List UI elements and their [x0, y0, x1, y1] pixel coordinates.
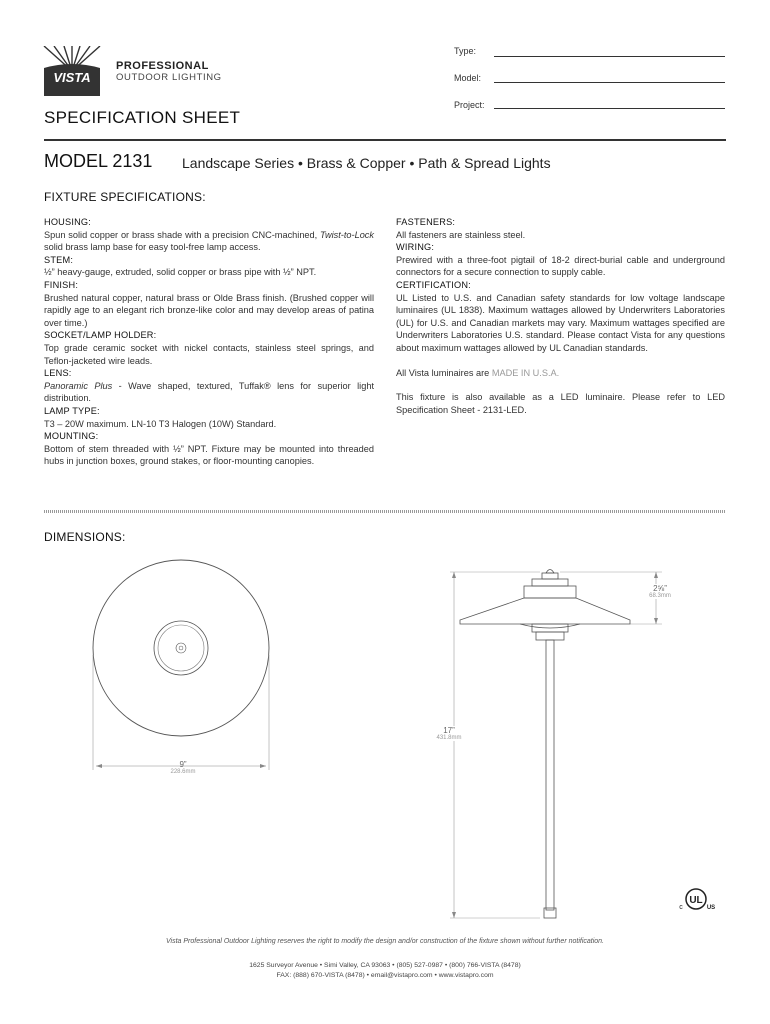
stem-heading: STEM:	[44, 254, 74, 265]
lens-heading: LENS:	[44, 368, 72, 379]
height-mm: 431.8mm	[436, 735, 462, 741]
wiring-text: Prewired with a three-foot pigtail of 18-2 direct-burial cable and underground connectors for a secure connection to supply cable.	[396, 254, 725, 278]
model-field[interactable]	[494, 82, 725, 83]
shade-height-label	[630, 584, 690, 599]
model-subtitle: Landscape Series • Brass & Copper • Path & Spread Lights	[182, 155, 551, 171]
left-spec-column	[44, 216, 374, 468]
brand-line1: PROFESSIONAL	[116, 60, 209, 72]
ul-listed-icon	[676, 885, 716, 913]
made-in-usa	[396, 367, 725, 380]
disclaimer: Vista Professional Outdoor Lighting reserves the right to modify the design and/or construction of the fixture shown without further notification.	[166, 938, 604, 945]
cap-outer	[176, 643, 186, 653]
certification-heading: CERTIFICATION:	[396, 279, 471, 290]
lamp-text: T3 – 20W maximum. LN-10 T3 Halogen (10W) Standard.	[44, 418, 277, 429]
top-view-drawing	[88, 555, 278, 770]
housing-text	[44, 229, 374, 254]
right-spec-column	[396, 216, 725, 416]
height-inches: 17”	[443, 726, 455, 735]
socket-text: Top grade ceramic socket with nickel contacts, stainless steel springs, and Teflon-jacketed wire leads.	[44, 342, 374, 366]
housing-line2: solid brass lamp base for easy tool-free lamp access.	[44, 242, 261, 253]
made-prefix: All Vista luminaires are	[396, 367, 492, 378]
logo-wordmark: VISTA	[53, 70, 91, 85]
lamp-heading: LAMP TYPE:	[44, 405, 100, 416]
ul-mark-text: UL	[689, 895, 703, 906]
width-inches: 9”	[179, 760, 187, 769]
model-name: MODEL 2131	[44, 151, 153, 171]
project-label: Project:	[454, 100, 485, 110]
footer-contact: FAX: (888) 670-VISTA (8478) • email@vistapro.com • www.vistapro.com	[276, 972, 494, 979]
fixture-specs-title: FIXTURE SPECIFICATIONS:	[44, 190, 206, 204]
shade-outline	[93, 560, 269, 736]
housing-italic: Twist-to-Lock	[320, 229, 374, 240]
fixture-silhouette	[460, 570, 630, 919]
footer-address: 1625 Surveyor Avenue • Simi Valley, CA 93063 • (805) 527-0987 • (800) 766-VISTA (8478)	[249, 962, 521, 969]
shade-inches: 2⅝”	[653, 584, 667, 593]
housing-heading: HOUSING:	[44, 217, 92, 227]
dimensions-title: DIMENSIONS:	[44, 530, 126, 544]
ul-mark-c: c	[679, 904, 683, 911]
project-field[interactable]	[494, 108, 725, 109]
wiring-heading: WIRING:	[396, 242, 435, 253]
stem-text: ½” heavy-gauge, extruded, solid copper or brass pipe with ½” NPT.	[44, 267, 317, 278]
finish-text: Brushed natural copper, natural brass or Olde Brass finish. (Brushed copper will rapidly age to an elegant rich bronze-like color and may develop areas of patina over time.)	[44, 292, 374, 328]
width-mm: 228.6mm	[170, 769, 196, 775]
ul-mark-us: US	[706, 905, 716, 911]
section-divider	[44, 510, 726, 513]
side-view-drawing	[440, 562, 680, 922]
fasteners-text: All fasteners are stainless steel.	[396, 229, 526, 240]
title-rule	[44, 139, 726, 141]
type-label: Type:	[454, 46, 477, 56]
width-dimension-label	[148, 760, 218, 775]
lens-text	[44, 380, 374, 405]
page-title: SPECIFICATION SHEET	[44, 108, 241, 127]
shade-mm: 68.3mm	[649, 593, 671, 599]
base-outer-ring	[154, 621, 208, 675]
mounting-heading: MOUNTING:	[44, 431, 99, 442]
certification-text: UL Listed to U.S. and Canadian safety standards for low voltage landscape luminaires (UL 1838). Maximum wattages allowed by Underwriters Laboratories (UL) for U.S. and Canadian markets may vary. Maximum wattages specified are Underwriters Laboratories U.S. standard. Please contact Vista for any questions about maximum wattages allowed by UL Canadian standards.	[396, 292, 725, 353]
lens-italic: Panoramic Plus	[44, 380, 113, 391]
made-in-usa-mark: MADE IN U.S.A.	[491, 367, 560, 378]
mounting-text: Bottom of stem threaded with ½” NPT. Fixture may be mounted into threaded hubs in junction boxes, ground stakes, or floor-mounting canopies.	[44, 443, 374, 467]
model-label: Model:	[454, 73, 482, 83]
base-inner-ring	[158, 625, 204, 671]
lens-desc: - Wave shaped, textured, Tuffak® lens for superior light distribution.	[44, 380, 374, 404]
housing-line1: Spun solid copper or brass shade with a precision CNC-machined,	[44, 229, 318, 240]
type-field[interactable]	[494, 56, 725, 57]
brand-line2: OUTDOOR LIGHTING	[116, 72, 222, 83]
fasteners-heading: FASTENERS:	[396, 217, 456, 227]
height-dimension-label	[424, 726, 474, 741]
cap-inner	[179, 646, 183, 650]
led-note: This fixture is also available as a LED luminaire. Please refer to LED Specification Sheet - 2131-LED.	[396, 392, 725, 415]
finish-heading: FINISH:	[44, 279, 79, 290]
socket-heading: SOCKET/LAMP HOLDER:	[44, 330, 157, 341]
vista-logo	[42, 46, 102, 96]
